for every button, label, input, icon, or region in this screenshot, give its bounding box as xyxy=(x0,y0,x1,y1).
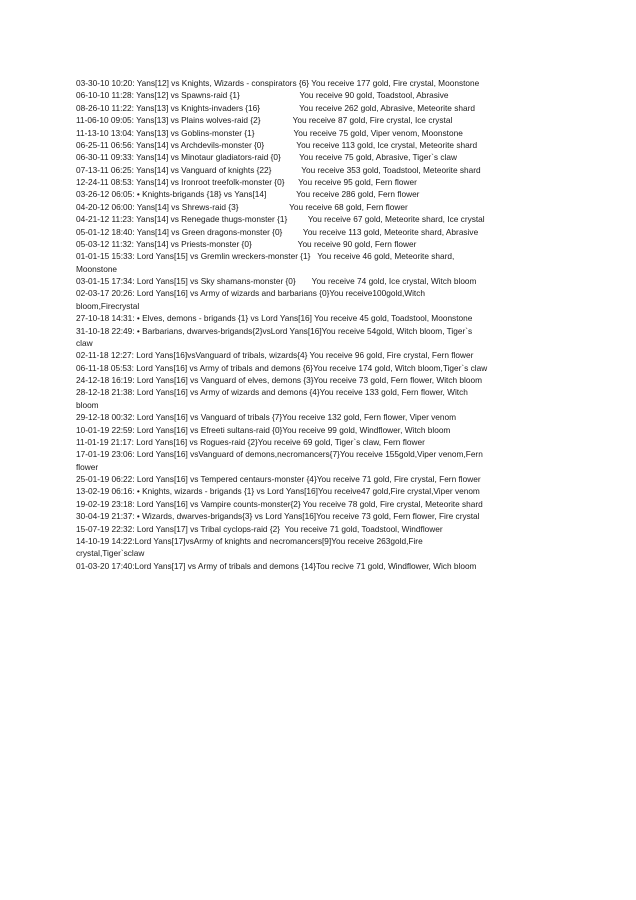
log-line: 15-07-19 22:32: Lord Yans[17] vs Tribal cyclops-raid {2} You receive 71 gold, Toadstool, Windflower xyxy=(76,523,443,534)
log-line: 06-10-10 11:28: Yans[12] vs Spawns-raid {1} You receive 90 gold, Toadstool, Abrasive xyxy=(76,90,449,101)
battle-log xyxy=(76,77,558,572)
log-line: 06-25-11 06:56: Yans[14] vs Archdevils-monster {0} You receive 113 gold, Ice crystal, Meteorite shard xyxy=(76,139,478,150)
log-line: 25-01-19 06:22: Lord Yans[16] vs Tempered centaurs-monster {4}You receive 71 gold, Fire crystal, Fern flower xyxy=(76,474,481,484)
log-line: 11-01-19 21:17: Lord Yans[16] vs Rogues-raid {2}You receive 69 gold, Tiger`s claw, Fern flower xyxy=(76,436,425,447)
log-line: 03-26-12 06:05: • Knights-brigands {18} vs Yans[14] You receive 286 gold, Fern flower xyxy=(76,189,420,200)
log-line: Moonstone xyxy=(76,263,118,274)
log-line: 06-30-11 09:33: Yans[14] vs Minotaur gladiators-raid {0} You receive 75 gold, Abrasive, Tiger`s claw xyxy=(76,152,457,163)
log-line: flower xyxy=(76,461,99,472)
log-line: 02-11-18 12:27: Lord Yans[16]vsVanguard of tribals, wizards{4} You receive 96 gold, Fire crystal, Fern flower xyxy=(76,350,474,361)
log-line: 19-02-19 23:18: Lord Yans[16] vs Vampire counts-monster{2} You receive 78 gold, Fire crystal, Meteorite shard xyxy=(76,498,483,509)
log-line: 01-01-15 15:33: Lord Yans[15] vs Gremlin wreckers-monster {1} You receive 46 gold, Meteorite shard, xyxy=(76,251,455,262)
log-line: bloom xyxy=(76,399,99,410)
log-line: bloom,Firecrystal xyxy=(76,300,140,311)
log-line: 04-20-12 06:00: Yans[14] vs Shrews-raid {3} You receive 68 gold, Fern flower xyxy=(76,201,408,212)
log-line: 10-01-19 22:59: Lord Yans[16] vs Efreeti sultans-raid {0}You receive 99 gold, Windflower, Witch bloom xyxy=(76,424,451,435)
log-line: 27-10-18 14:31: • Elves, demons - brigands {1} vs Lord Yans[16] You receive 45 gold, Toadstool, Moonstone xyxy=(76,313,473,324)
log-line: crystal,Tiger`sclaw xyxy=(76,548,145,559)
log-line: 11-13-10 13:04: Yans[13] vs Goblins-monster {1} You receive 75 gold, Viper venom, Moonstone xyxy=(76,127,463,138)
log-line: 03-30-10 10:20: Yans[12] vs Knights, Wizards - conspirators {6} You receive 177 gold, Fire crystal, Moonstone xyxy=(76,78,480,88)
log-line: claw xyxy=(76,337,93,348)
log-line: 29-12-18 00:32: Lord Yans[16] vs Vanguard of tribals {7}You receive 132 gold, Fern flower, Viper venom xyxy=(76,412,457,423)
log-line: 08-26-10 11:22: Yans[13] vs Knights-invaders {16} You receive 262 gold, Abrasive, Meteorite shard xyxy=(76,102,475,113)
log-line: 06-11-18 05:53: Lord Yans[16] vs Army of tribals and demons {6}You receive 174 gold, Witch bloom,Tiger`s claw xyxy=(76,362,488,373)
log-line: 03-01-15 17:34: Lord Yans[15] vs Sky shamans-monster {0} You receive 74 gold, Ice crystal, Witch bloom xyxy=(76,276,477,286)
log-line: 14-10-19 14:22:Lord Yans[17]vsArmy of knights and necromancers[9]You receive 263gold,Fire xyxy=(76,535,423,546)
log-line: 07-13-11 06:25: Yans[14] vs Vanguard of knights {22} You receive 353 gold, Toadstool, Meteorite shard xyxy=(76,164,481,175)
log-line: 28-12-18 21:38: Lord Yans[16] vs Army of wizards and demons {4}You receive 133 gold, Fern flower, Witch xyxy=(76,387,468,398)
log-line: 05-01-12 18:40: Yans[14] vs Green dragons-monster {0} You receive 113 gold, Meteorite shard, Abrasive xyxy=(76,226,479,237)
log-line: 30-04-19 21:37: • Wizards, dwarves-brigands{3} vs Lord Yans[16]You receive 73 gold, Fern flower, Fire crystal xyxy=(76,511,480,522)
log-line: 05-03-12 11:32: Yans[14] vs Priests-monster {0} You receive 90 gold, Fern flower xyxy=(76,238,417,249)
log-line: 13-02-19 06:16: • Knights, wizards - brigands {1} vs Lord Yans[16]You receive47 gold,Fire crystal,Viper venom xyxy=(76,486,480,497)
log-line: 02-03-17 20:26: Lord Yans[16] vs Army of wizards and barbarians {0}You receive100gold,Witch xyxy=(76,288,425,299)
log-line: 11-06-10 09:05: Yans[13] vs Plains wolves-raid {2} You receive 87 gold, Fire crystal, Ice crystal xyxy=(76,115,453,126)
log-line: 01-03-20 17:40:Lord Yans[17] vs Army of tribals and demons {14}Tou recive 71 gold, Windflower, Wich bloom xyxy=(76,560,477,571)
log-line: 12-24-11 08:53: Yans[14] vs Ironroot treefolk-monster {0} You receive 95 gold, Fern flower xyxy=(76,177,417,187)
log-line: 17-01-19 23:06: Lord Yans[16] vsVanguard of demons,necromancers{7}You receive 155gold,Viper venom,Fern xyxy=(76,449,483,460)
log-line: 31-10-18 22:49: • Barbarians, dwarves-brigands{2}vsLord Yans[16]You receive 54gold, Witch bloom, Tiger`s xyxy=(76,325,473,336)
log-line: 04-21-12 11:23: Yans[14] vs Renegade thugs-monster {1} You receive 67 gold, Meteorite shard, Ice crystal xyxy=(76,214,485,225)
log-line: 24-12-18 16:19: Lord Yans[16] vs Vanguard of elves, demons {3}You receive 73 gold, Fern flower, Witch bloom xyxy=(76,375,483,385)
